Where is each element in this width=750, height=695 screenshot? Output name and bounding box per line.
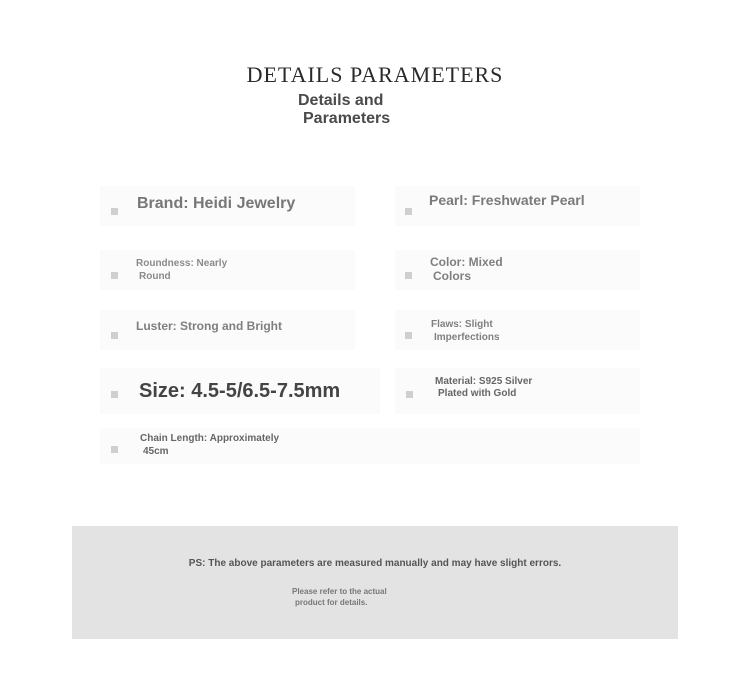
bullet-icon [111, 208, 118, 215]
param-brand: Brand: Heidi Jewelry [137, 195, 296, 212]
param-flaws [431, 318, 500, 344]
bullet-icon [406, 391, 413, 398]
material-line-2: Plated with Gold [438, 388, 517, 399]
chain-line-1: Chain Length: Approximately [140, 433, 280, 444]
flaws-line-1: Flaws: Slight [431, 319, 493, 330]
subtitle-line-1: Details and [298, 92, 384, 109]
bullet-icon [111, 272, 118, 279]
flaws-line-2: Imperfections [434, 332, 500, 343]
roundness-line-1: Roundness: Nearly [136, 258, 228, 269]
page-title: DETAILS PARAMETERS [246, 62, 504, 87]
bullet-icon [111, 391, 118, 398]
material-line-1: Material: S925 Silver [435, 376, 533, 387]
roundness-line-2: Round [139, 270, 171, 282]
bullet-icon [405, 272, 412, 279]
param-size: Size: 4.5-5/6.5-7.5mm [139, 380, 341, 402]
note-sub-line-1: Please refer to the actual [292, 587, 387, 596]
note-sub-text [292, 586, 387, 608]
bullet-icon [111, 332, 118, 339]
param-chain-length [140, 432, 279, 458]
param-luster: Luster: Strong and Bright [136, 319, 282, 333]
note-sub-line-2: product for details. [295, 598, 368, 607]
page-subtitle [298, 92, 448, 128]
param-roundness [136, 258, 227, 283]
bullet-icon [111, 446, 118, 453]
note-main-text: PS: The above parameters are measured manually and may have slight errors. [188, 558, 562, 569]
param-pearl: Pearl: Freshwater Pearl [429, 192, 585, 208]
color-line-2: Colors [433, 269, 472, 283]
bullet-icon [405, 332, 412, 339]
bullet-icon [405, 208, 412, 215]
param-color [430, 255, 503, 283]
subtitle-line-2: Parameters [303, 110, 391, 127]
param-material [435, 376, 532, 400]
chain-line-2: 45cm [143, 446, 169, 457]
color-line-1: Color: Mixed [430, 255, 503, 269]
note-box [72, 526, 678, 639]
